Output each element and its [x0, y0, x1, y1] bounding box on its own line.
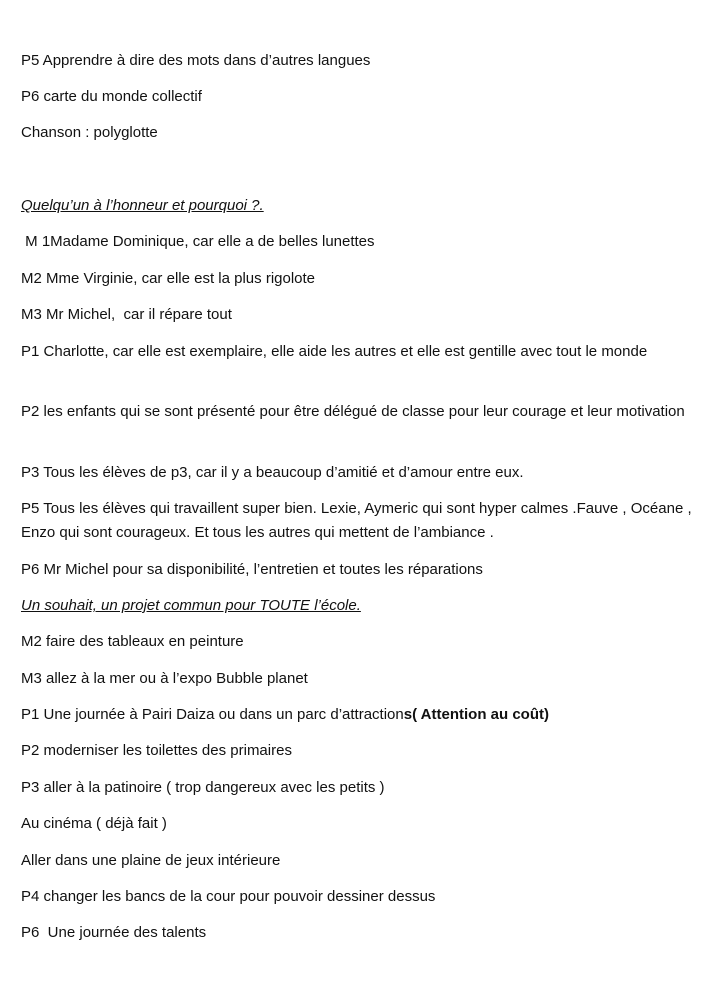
text-line: M2 Mme Virginie, car elle est la plus rigolote — [21, 270, 316, 287]
text-line: Chanson : polyglotte — [21, 124, 158, 141]
text-line: Au cinéma ( déjà fait ) — [21, 815, 167, 832]
text-line: M3 Mr Michel, car il répare tout — [21, 306, 232, 323]
text-line: P1 Charlotte, car elle est exemplaire, elle aide les autres et elle est gentille avec tout le monde — [21, 343, 648, 360]
section-heading-souhait: Un souhait, un projet commun pour TOUTE l’école. — [21, 597, 361, 614]
text-line: P3 Tous les élèves de p3, car il y a beaucoup d’amitié et d’amour entre eux. — [21, 464, 524, 481]
text-line: P6 carte du monde collectif — [21, 88, 202, 105]
text-line: Aller dans une plaine de jeux intérieure — [21, 852, 281, 869]
text-line: M3 allez à la mer ou à l’expo Bubble planet — [21, 670, 308, 687]
text-line: P2 moderniser les toilettes des primaires — [21, 742, 292, 759]
text-line: P2 les enfants qui se sont présenté pour être délégué de classe pour leur courage et leur motivation — [21, 403, 685, 420]
text-line: P4 changer les bancs de la cour pour pouvoir dessiner dessus — [21, 888, 436, 905]
text-span: P1 Une journée à Pairi Daiza ou dans un parc d’attraction — [21, 706, 404, 723]
text-line: P5 Apprendre à dire des mots dans d’autres langues — [21, 52, 371, 69]
text-line: M2 faire des tableaux en peinture — [21, 633, 244, 650]
section-heading-honneur: Quelqu’un à l’honneur et pourquoi ?. — [21, 197, 264, 214]
text-span-bold: s( Attention au coût) — [403, 706, 549, 723]
text-line: P6 Mr Michel pour sa disponibilité, l’entretien et toutes les réparations — [21, 561, 483, 578]
text-line: P3 aller à la patinoire ( trop dangereux avec les petits ) — [21, 779, 385, 796]
text-line: P6 Une journée des talents — [21, 924, 207, 941]
text-line — [21, 703, 701, 727]
text-line: P5 Tous les élèves qui travaillent super bien. Lexie, Aymeric qui sont hyper calmes .Fauve , Océane , Enzo qui sont courageux. Et tous les autres qui mettent de l’ambiance . — [21, 500, 692, 541]
text-line: M 1Madame Dominique, car elle a de belles lunettes — [21, 233, 375, 250]
